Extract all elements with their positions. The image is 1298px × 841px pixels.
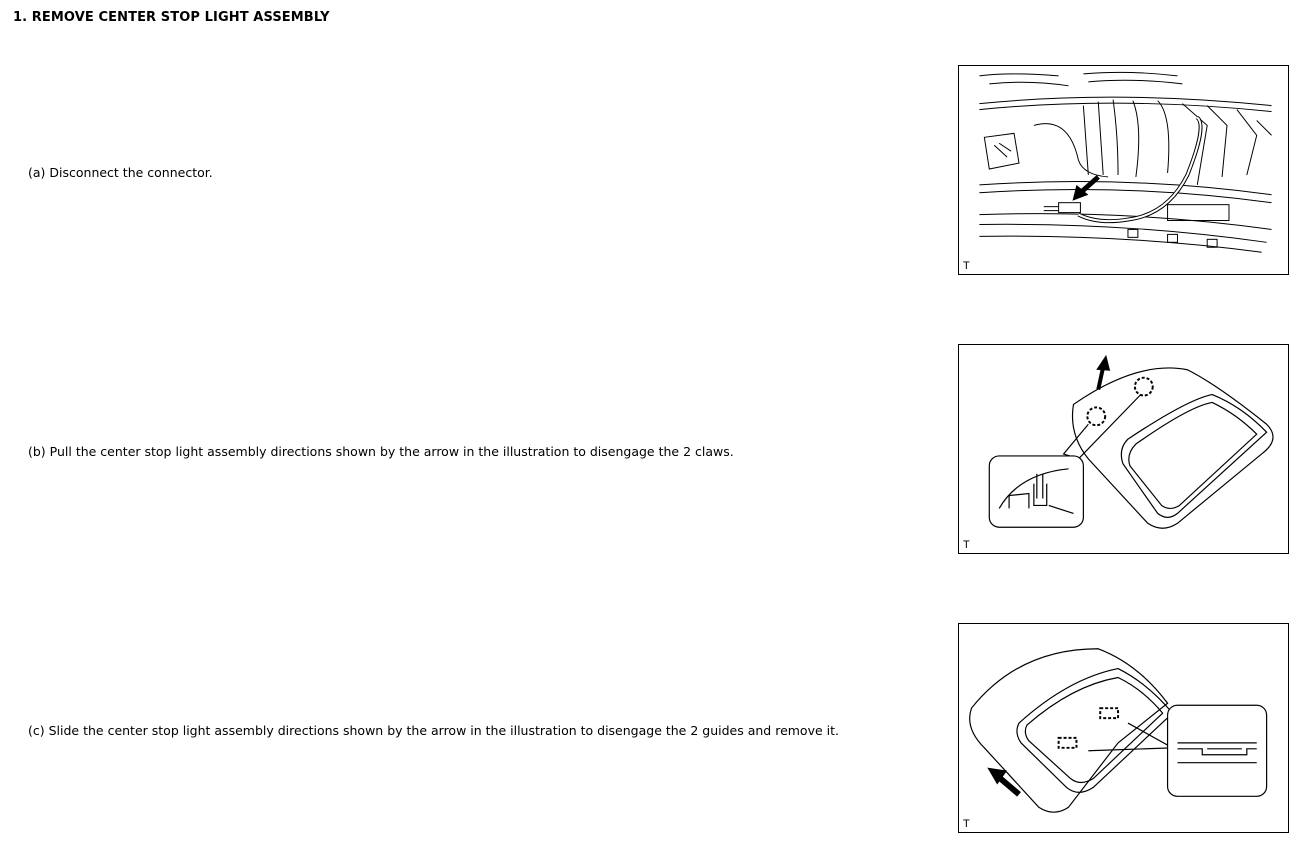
figure-tag: T: [963, 818, 970, 830]
step-c-figure: [958, 623, 1289, 833]
connector-illustration: [959, 66, 1288, 274]
step-a-figure: [958, 65, 1289, 275]
step-c-text: (c) Slide the center stop light assembly directions shown by the arrow in the illustration to disengage the 2 guides and remove it.: [28, 723, 839, 738]
claw-disengage-illustration: [959, 345, 1288, 553]
figure-tag: T: [963, 260, 970, 272]
step-b-text: (b) Pull the center stop light assembly directions shown by the arrow in the illustration to disengage the 2 claws.: [28, 444, 734, 459]
figure-tag: T: [963, 539, 970, 551]
step-a-text: (a) Disconnect the connector.: [28, 165, 213, 180]
page-title: 1. REMOVE CENTER STOP LIGHT ASSEMBLY: [13, 10, 330, 25]
guide-disengage-illustration: [959, 624, 1288, 832]
step-b-figure: [958, 344, 1289, 554]
